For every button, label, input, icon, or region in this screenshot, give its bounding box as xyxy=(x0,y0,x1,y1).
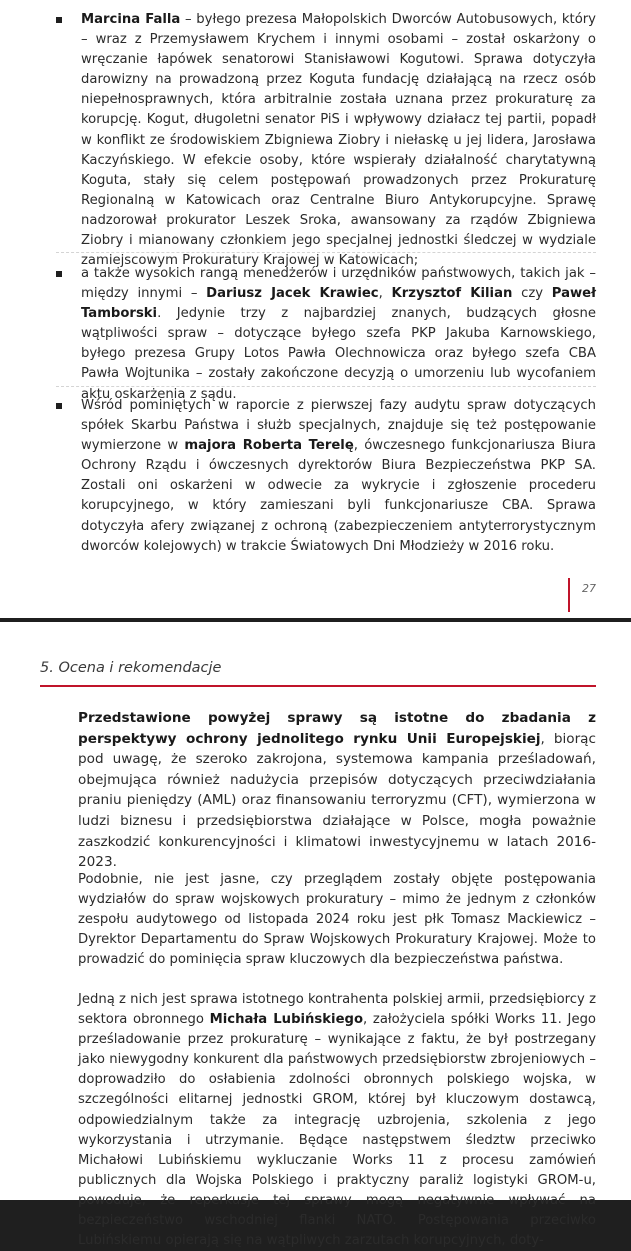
section-title: 5. Ocena i rekomendacje xyxy=(40,660,222,676)
bullet-item-terela xyxy=(56,396,596,557)
page-number-accent xyxy=(568,578,570,612)
body-text: , ówczesnego funkcjonariusza Biura Ochrony Rządu i ówczesnych dyrektorów Biura Bezpieczeństwa PKP SA. Zostali oni oskarżeni w odwecie za wykrycie i zgłoszenie procederu korupcyjnego, w który zamieszani byli funkcjonariusze CBA. Sprawa dotyczyła afery związanej z ochroną (zabezpieczeniem antyterrorystycznym dworców kolejowych) w trakcie Światowych Dni Młodzieży w 2016 roku. xyxy=(81,438,596,554)
paragraph-military xyxy=(78,870,596,970)
section-rule xyxy=(40,685,596,687)
body-text: a także wysokich rangą menedżerów i urzędników państwowych, takich jak – między innymi – xyxy=(81,266,596,302)
page-number: 27 xyxy=(582,582,596,595)
document-page-28 xyxy=(0,622,631,1249)
paragraph-intro xyxy=(78,708,596,873)
separator-text: , xyxy=(378,286,392,302)
square-bullet-icon xyxy=(56,17,62,23)
person-name: majora Roberta Terelę xyxy=(184,438,354,454)
square-bullet-icon xyxy=(56,403,62,409)
person-name: Paweł Tamborski xyxy=(81,286,597,322)
document-page-27 xyxy=(0,0,631,618)
body-text: Jedną z nich jest sprawa istotnego kontrahenta polskiej armii, przedsiębiorcy z sektora obronnego xyxy=(78,992,596,1028)
bullet-text xyxy=(81,10,596,271)
body-text: , biorąc pod uwagę, że szeroko zakrojona, systemowa kampania prześladowań, obejmująca również nadużycia przepisów dotyczących przeciwdziałania praniu pieniędzy (AML) oraz finansowaniu terroryzmu (CFT), wymierzona w ludzi biznesu i przedsiębiorstwa działające w Polsce, mogła poważnie zaszkodzić konkurencyjności i klimatowi inwestycyjnemu w latach 2016-2023. xyxy=(78,730,596,871)
person-name: Krzysztof Kilian xyxy=(391,286,513,302)
dashed-separator xyxy=(56,386,596,387)
body-text: , założyciela spółki Works 11. Jego prześladowanie przez prokuraturę – wynikające z faktu, że był postrzegany jako niewygodny konkurent dla państwowych przedsiębiorstw zbrojeniowych – doprowadziło do osłabienia zdolności obronnych polskiego wojska, w szczególności elitarnej jednostki GROM, której był kluczowym dostawcą, odpowiedzialnym także za integrację uzbrojenia, szkolenia z jego wykorzystania i utrzymanie. Będące następstwem śledztw przeciwko Michałowi Lubińskiemu wykluczanie Works 11 z procesu zamówień publicznych dla Wojska Polskiego i praktyczny paraliż logistyki GROM-u, powoduje, że reperkusje tej sprawy mogą negatywnie wpływać na bezpieczeństwo wschodniej flanki NATO. Postępowania przeciwko Lubińskiemu opierają się na wątpliwych zarzutach korupcyjnych, doty- xyxy=(78,1012,597,1249)
bullet-item-managers xyxy=(56,264,596,405)
person-name: Michała Lubińskiego xyxy=(209,1012,364,1028)
dashed-separator xyxy=(56,252,596,253)
bullet-text xyxy=(81,396,596,557)
body-text: . Jedynie trzy z najbardziej znanych, budzących głosne wątpliwości spraw – dotyczące byłego szefa PKP Jakuba Karnowskiego, byłego prezesa Grupy Lotos Pawła Olechnowicza oraz byłego szefa CBA Pawła Wojtunika – zostały zakończone decyzją o umorzeniu lub wycofaniem aktu oskarżenia z sądu. xyxy=(81,306,596,402)
body-text: Podobnie, nie jest jasne, czy przeglądem zostały objęte postępowania wydziałów do spraw wojskowych prokuratury – mimo że jednym z członków zespołu audytowego od listopada 2024 roku jest płk Tomasz Mackiewicz – Dyrektor Departamentu do Spraw Wojskowych Prokuratury Krajowej. Może to prowadzić do pominięcia spraw kluczowych dla bezpieczeństwa państwa. xyxy=(78,872,596,968)
body-text: – byłego prezesa Małopolskich Dworców Autobusowych, który – wraz z Przemysławem Krychem i innymi osobami – został oskarżony o wręczanie łapówek senatorowi Stanisławowi Kogutowi. Sprawa dotyczyła darowizny na prowadzoną przez Koguta fundację działającą na rzecz osób niepełnosprawnych, która arbitralnie została uznana przez prokuraturę za korupcję. Kogut, długoletni senator PiS i wpływowy działacz tej partii, popadł w konflikt ze środowiskiem Zbigniewa Ziobry i niełaskę u jej lidera, Jarosława Kaczyńskiego. W efekcie osoby, które wspierały działalność charytatywną Koguta, stały się celem postępowań prowadzonych przez Prokuraturę Regionalną w Katowicach oraz Centralne Biuro Antykorupcyjne. Sprawę nadzorował prokurator Leszek Sroka, awansowany za rządów Zbigniewa Ziobry i mianowany członkiem jego specjalnej jednostki śledczej w wydziale zamiejscowym Prokuratury Krajowej w Katowicach; xyxy=(81,12,596,269)
separator-text: czy xyxy=(512,286,552,302)
emphasis-text: Przedstawione powyżej sprawy są istotne do zbadania z perspektywy ochrony jednolitego rynku Unii Europejskiej xyxy=(78,710,596,747)
body-text: Wśród pominiętych w raporcie z pierwszej fazy audytu spraw dotyczących spółek Skarbu Państwa i służb specjalnych, znajduje się też postępowanie wymierzone w xyxy=(81,398,596,454)
bullet-item-falla xyxy=(56,10,596,271)
person-name: Marcina Falla xyxy=(81,12,181,27)
paragraph-lubinski xyxy=(78,990,596,1251)
person-name: Dariusz Jacek Krawiec xyxy=(206,286,379,302)
bullet-text xyxy=(81,264,596,405)
square-bullet-icon xyxy=(56,271,62,277)
